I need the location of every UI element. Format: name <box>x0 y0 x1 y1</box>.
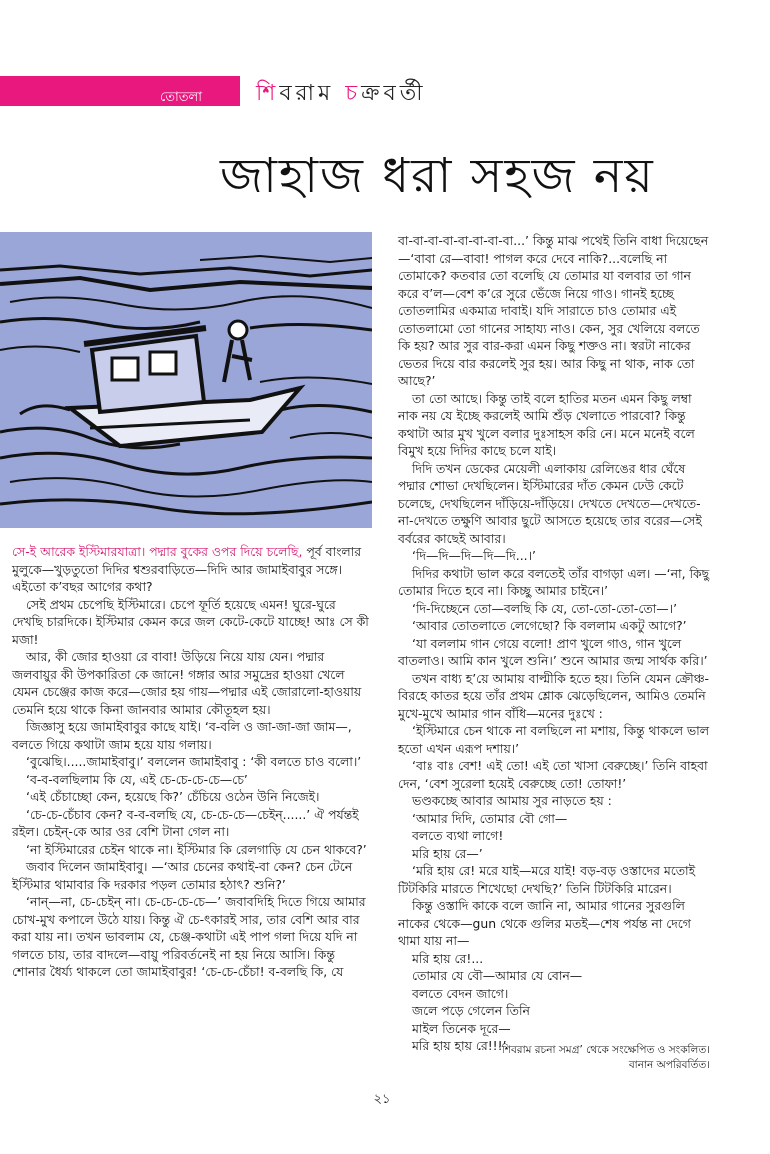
song-line: ‘আমার দিদি, তোমার বৌ গো— <box>412 810 568 826</box>
paragraph: সেই প্রথম চেপেছি ইস্টিমারে। চেপে ফূর্তি হয়েছে এমন! ঘুরে-ঘুরে দেখছি চারদিকে। ইস্টিমার কেমন করে জল কেটে-কেটে যাচ্ছে! আঃ সে কী মজা! <box>12 596 369 647</box>
paragraph: ‘এই চেঁচাচ্ছো কেন, হয়েছে কি?’ চেঁচিয়ে ওঠেন উনি নিজেই। <box>26 789 320 804</box>
paragraph: জবাব দিলেন জামাইবাবু। —‘আর চেনের কথাই-বা কেন? চেন টেনে ইস্টিমার থামাবার কি দরকার পড়ল তোমার হঠাৎ? শুনি?’ <box>12 859 353 892</box>
paragraph: জিজ্ঞাসু হয়ে জামাইবাবুর কাছে যাই। ‘ব-বলি ও জা-জা-জা জাম—, বলতে গিয়ে কথাটা জাম হয়ে যায় গলায়। <box>12 719 352 752</box>
song-line: মরি হায় রে!... <box>412 950 484 966</box>
source-line: ‘শিবরাম রচনা সমগ্র’ থেকে সংক্ষেপিত ও সংকলিত। <box>498 1044 710 1056</box>
song-line: তোমার যে বৌ—আমার যে বোন— <box>412 968 583 983</box>
paragraph: ‘না ইস্টিমারের চেইন থাকে না। ইস্টিমার কি রেলগাড়ি যে চেন থাকবে?’ <box>26 841 367 857</box>
author-part-2: ক্রবর্তী <box>361 81 427 106</box>
author-initial-2: চ <box>345 81 362 106</box>
paragraph: আর, কী জোর হাওয়া রে বাবা! উড়িয়ে নিয়ে যায় যেন। পদ্মার জলবায়ুর কী উপকারিতা কে জানে! গঙ্গার আর সমুদ্রের হাওয়া খেলে যেমন চেঞ্জের কাজ করে—জোর হয় গায়—পদ্মার এই জোরালো-হাওয়ায় তেমনি হয়ে থাকে কিনা জানবার আমার কৌতূহল হয়। <box>12 649 362 717</box>
left-column <box>12 543 370 981</box>
paragraph: দিদি তখন ডেকের মেয়েলী এলাকায় রেলিঙের ধার ঘেঁষে পদ্মার শোভা দেখছিলেন। ইস্টিমারের দাঁত কেমন ঢেউ কেটে চলেছে, দেখছিলেন দাঁড়িয়ে-দাঁড়িয়ে। দেখতে দেখতে—দেখতে-না-দেখতে তক্ষুণি আবার ছুটে আসতে হয়েছে তার বরের—সেই বর্বরের কাছেই আবার। <box>398 460 702 546</box>
paragraph: ‘মরি হায় রে! মরে যাই—মরে যাই! বড়-বড় ওস্তাদের মতোই টিটকিরি মারতে শিখেছো দেখছি?’ তিনি টিটকিরি মারেন। <box>398 863 696 896</box>
paragraph: ভণ্ডকচ্ছে আবার আমায় সুর নাড়তে হয় : <box>412 793 612 808</box>
author-initial-1: শি <box>256 81 280 106</box>
paragraph: ‘দি-দিচ্ছেনে তো—বলছি কি যে, তো-তো-তো-তো—।’ <box>412 600 678 616</box>
author-name <box>256 76 427 113</box>
song-line: মরি হায় হায় রে!!!’ <box>412 1038 507 1053</box>
paragraph: তা তো আছে। কিন্তু তাই বলে হাতির মতন এমন কিছু লম্বা নাক নয় যে ইচ্ছে করলেই আমি শুঁড় খেলাতে পারবো? কিন্তু কথাটা আর মুখ খুলে বলার দুঃসাহস করি নে। মনে মনেই বলে বিমুখ হয়ে দিদির কাছে চলে যাই। <box>398 390 695 458</box>
paragraph: ‘ব-ব-বলছিলাম কি যে, এই চে-চে-চে-চে—চে’ <box>26 771 248 787</box>
song-line: বলতে বেদন জাগে। <box>412 985 509 1001</box>
paragraph: ‘দি—দি—দি—দি—দি...।’ <box>412 548 536 563</box>
paragraph: ‘নান্‌—না, চে-চেইন্‌ না। চে-চে-চে-চে—’ জবাবদিহি দিতে গিয়ে আমার চোখ-মুখ কপালে উঠে যায়। কিন্তু ঐ চে-ৎকারই সার, তার বেশি আর বার করা যায় না। তখন ভাবলাম যে, চেঞ্জ-কথাটা এই পাপ গলা দিয়ে যদি না গলতে চায়, তার বাদলে—বায়ু পরিবর্তনেই না হয় নিয়ে আসি। কিন্তু শোনার ধৈর্য্য থাকলে তো জামাইবাবুর! ‘চে-চে-চেঁচা! ব-বলছি কি, যে <box>12 894 366 979</box>
paragraph: বা-বা-বা-বা-বা-বা-বা-বা...’ কিন্তু মাঝ পথেই তিনি বাধা দিয়েছেন—‘বাবা রে—বাবা! পাগল করে দেবে নাকি?...বলেছি না তোমাকে? কতবার তো বলেছি যে তোমার যা বলবার তা গান করে ব’ল—বেশ ক’রে সুরে ভেঁজে নিয়ে গাও। গানই হচ্ছে তোতলামির একমাত্র দাবাই। যদি সারাতে চাও তোমার এই তোতলামো তো গানের সাহায্য নাও। কেন, সুর খেলিয়ে বলতে কি হয়? আর সুর বার-করা এমন কিছু শক্তও না। স্বরটা নাকের ভেতর দিয়ে বার করলেই সুর হয়। আর কিছু না থাক, নাক তো আছে?’ <box>398 233 709 388</box>
paragraph: ‘আবার তোতলাতে লেগেছো? কি বললাম একটু আগে?’ <box>412 618 687 633</box>
paragraph: ‘বুঝেছি।.....জামাইবাবু।’ বললেন জামাইবাবু : ‘কী বলতে চাও বলো।’ <box>26 754 362 769</box>
paragraph: ‘বাঃ বাঃ বেশ! এই তো! এই তো খাসা বেরুচ্ছে।’ তিনি বাহবা দেন, ‘বেশ সুরেলা হয়েই বেরুচ্ছে তো! তোফা!’ <box>398 758 708 791</box>
paragraph: ‘চে-চে-চেঁচাব কেন? ব-ব-বলছি যে, চে-চে-চে—চেইন্‌......’ ঐ পর্যন্তই রইল। চেইন্‌-কে আর ওর বেশি টানা গেল না। <box>12 806 359 839</box>
series-label: তোতলা <box>160 90 203 105</box>
song-line: মাইল তিনেক দূরে— <box>412 1020 511 1036</box>
story-title: জাহাজ ধরা সহজ নয় <box>220 148 655 204</box>
song-line: বলতে ব্যথা লাগে! <box>412 828 504 843</box>
lead-text: সে-ই আরেক ইস্টিমারযাত্রা। পদ্মার বুকের ওপর দিয়ে চলেছি, <box>12 544 303 559</box>
paragraph: ‘যা বললাম গান গেয়ে বলো! প্রাণ খুলে গাও, গান খুলে বাতলাও। আমি কান খুলে শুনি।’ শুনে আমার জন্ম সার্থক করি।’ <box>398 635 708 668</box>
source-credit <box>432 1043 710 1073</box>
lead-paragraph <box>12 543 370 596</box>
spelling-note: বানান অপরিবর্তিত। <box>628 1059 710 1071</box>
header-accent-bar <box>0 76 240 106</box>
lead-rest: পূর্ব বাংলার মুলুকে—খুড়তুতো দিদির শ্বশুরবাড়িতে—দিদি আর জামাইবাবুর সঙ্গে। এইতো ক’বছর আগের কথা? <box>12 544 362 594</box>
right-column <box>398 232 710 1055</box>
steamer-illustration <box>0 232 372 528</box>
paragraph: তখন বাধ্য হ’য়ে আমায় বাল্মীকি হতে হয়। তিনি যেমন ক্রৌঞ্চ-বিরহে কাতর হয়ে তাঁর প্রথম শ্লোক ঝেড়েছিলেন, আমিও তেমনি মুখে-মুখে আমার গান বাঁধি—মনের দুঃখে : <box>398 670 710 721</box>
paragraph: দিদির কথাটা ভাল করে বলতেই তাঁর বাগড়া এল। —‘না, কিছু তোমার দিতে হবে না। কিচ্ছু আমার চাইনে।’ <box>398 565 710 598</box>
paragraph: ‘ইস্টিমারে চেন থাকে না বলছিলে না মশায়, কিন্তু থাকলে ভাল হতো এখন এরূপ দশায়।’ <box>398 723 709 756</box>
author-part-1: বরাম <box>279 81 346 106</box>
page-number: ২১ <box>373 1092 391 1107</box>
song-line: জলে পড়ে গেলেন তিনি <box>412 1003 530 1018</box>
paragraph: কিন্তু ওস্তাদি কাকে বলে জানি না, আমার গানের সুরগুলি নাকের থেকে—gun থেকে গুলির মতই—শেষ পর্যন্ত না দেগে থামা যায় না— <box>398 898 691 948</box>
song-line: মরি হায় রে—’ <box>412 845 483 861</box>
